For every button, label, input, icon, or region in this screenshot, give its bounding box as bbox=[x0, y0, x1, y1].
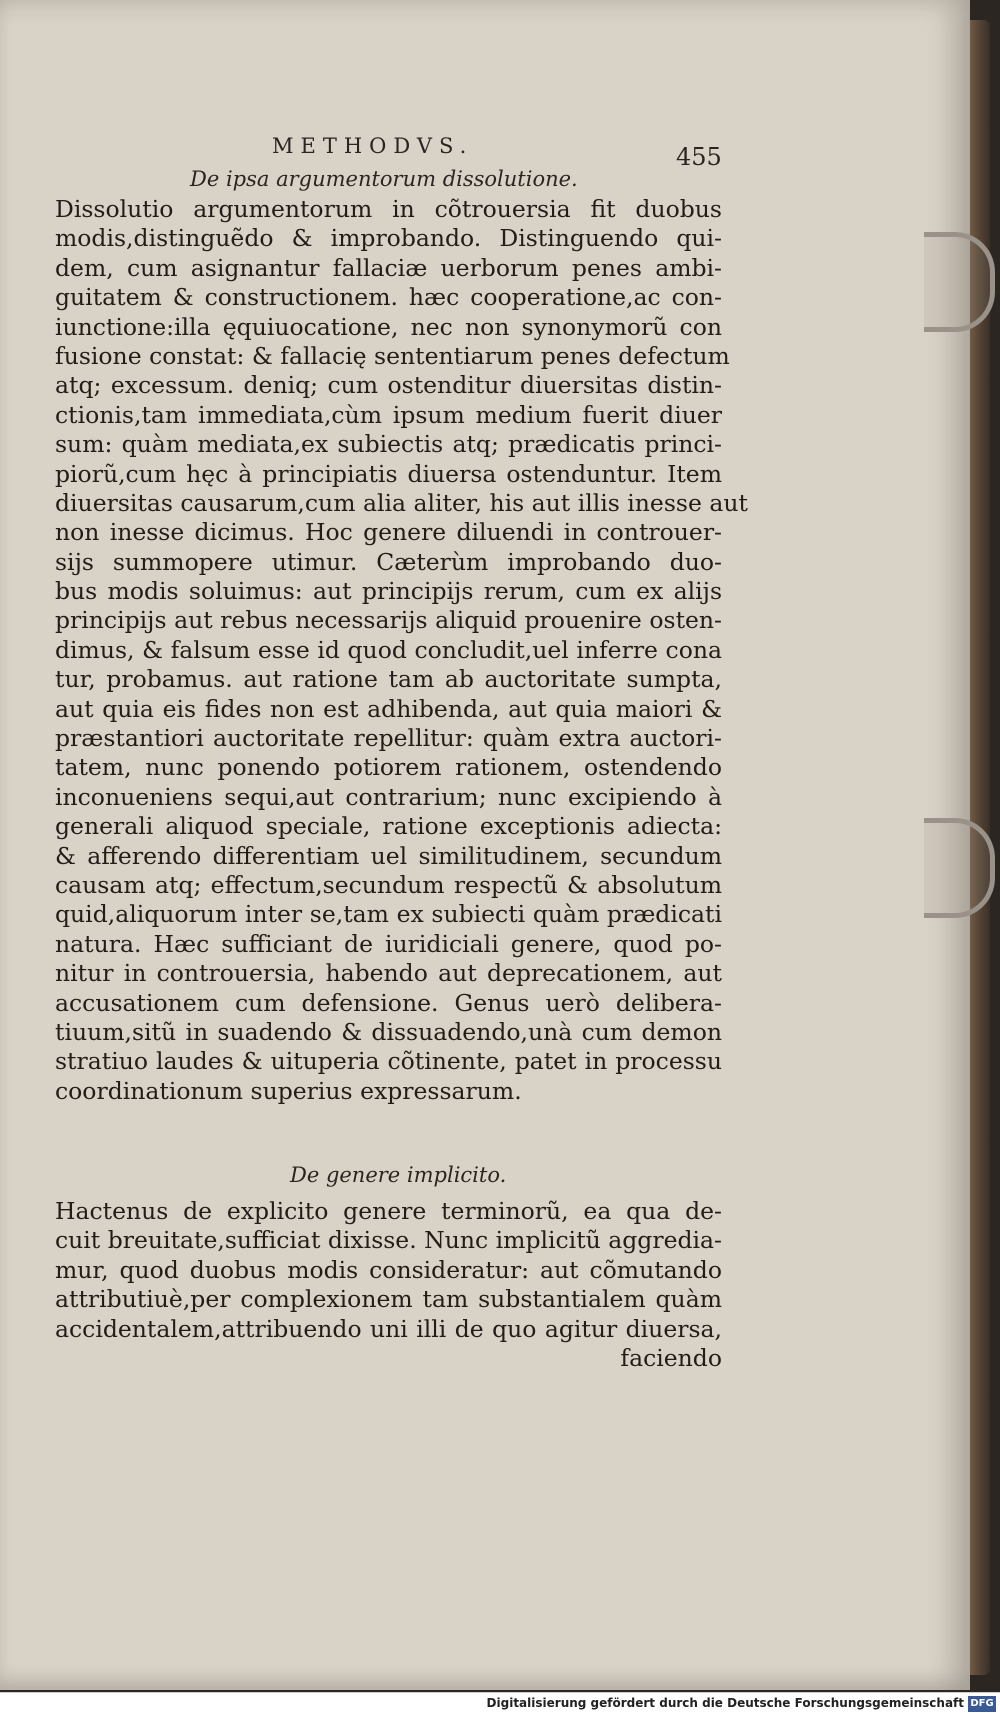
text-line: Dissolutio argumentorum in cõtrouersia fit duobus bbox=[55, 195, 722, 223]
text-line: fusione constat: & fallacię sententiarum penes defectum bbox=[55, 341, 730, 370]
text-line: natura. Hæc sufficiant de iuridiciali genere, quod po- bbox=[55, 929, 722, 958]
text-line: tur, probamus. aut ratione tam ab auctoritate sumpta, bbox=[55, 665, 722, 694]
text-line: causam atq; effectum,secundum respectũ & absolutum bbox=[55, 870, 722, 899]
text-line: tiuum,sitũ in suadendo & dissuadendo,unà cum demon bbox=[55, 1017, 722, 1046]
text-line: quid,aliquorum inter se,tam ex subiecti quàm prædicati bbox=[55, 900, 722, 929]
text-line: coordinationum superius expressarum. bbox=[55, 1076, 522, 1105]
section-title-implicit: De genere implicito. bbox=[290, 1163, 507, 1187]
footer-bar bbox=[0, 1692, 1000, 1716]
text-line: generali aliquod speciale, ratione exceptionis adiecta: bbox=[55, 812, 722, 841]
text-line: stratiuo laudes & uituperia cõtinente, patet in processu bbox=[55, 1047, 722, 1076]
text-line: tatem, nunc ponendo potiorem rationem, ostendendo bbox=[55, 753, 722, 782]
section-title: De ipsa argumentorum dissolutione. bbox=[190, 167, 578, 191]
text-line: nitur in controuersia, habendo aut deprecationem, aut bbox=[55, 959, 722, 988]
catchword: faciendo bbox=[620, 1343, 722, 1372]
running-head: METHODVS. bbox=[272, 134, 474, 158]
paragraph-dissolution bbox=[55, 195, 748, 1106]
text-line: cuit breuitate,sufficiat dixisse. Nunc implicitũ aggredia- bbox=[55, 1226, 722, 1255]
text-line: principijs aut rebus necessarijs aliquid prouenire osten- bbox=[55, 606, 722, 635]
page-clip-bottom bbox=[924, 818, 995, 918]
text-line: attributiuè,per complexionem tam substantialem quàm bbox=[55, 1285, 722, 1314]
text-line: dem, cum asignantur fallaciæ uerborum penes ambi- bbox=[55, 253, 722, 282]
funding-credit: Digitalisierung gefördert durch die Deutsche Forschungsgemeinschaft bbox=[486, 1696, 964, 1710]
text-line: & afferendo differentiam uel similitudinem, secundum bbox=[55, 841, 722, 870]
text-line: ctionis,tam immediata,cùm ipsum medium fuerit diuer bbox=[55, 400, 722, 429]
text-line: bus modis soluimus: aut principijs rerum, cum ex alijs bbox=[55, 577, 722, 606]
text-line: piorũ,cum hęc à principiatis diuersa ostenduntur. Item bbox=[55, 459, 722, 488]
dfg-logo: DFG bbox=[968, 1696, 996, 1712]
text-line: Hactenus de explicito genere terminorũ, ea qua de- bbox=[55, 1197, 722, 1225]
text-line: diuersitas causarum,cum alia aliter, his aut illis inesse aut bbox=[55, 488, 748, 517]
text-line: modis,distinguẽdo & improbando. Distinguendo qui- bbox=[55, 224, 722, 253]
text-line: sijs summopere utimur. Cæterùm improbando duo- bbox=[55, 547, 722, 576]
paragraph-implicit bbox=[55, 1197, 722, 1373]
page-number: 455 bbox=[676, 143, 722, 171]
text-line: inconueniens sequi,aut contrarium; nunc excipiendo à bbox=[55, 782, 722, 811]
text-line: sum: quàm mediata,ex subiectis atq; prædicatis princi- bbox=[55, 430, 722, 459]
text-line: accidentalem,attribuendo uni illi de quo agitur diuersa, bbox=[55, 1314, 722, 1343]
text-line: guitatem & constructionem. hæc cooperatione,ac con- bbox=[55, 283, 722, 312]
text-line: atq; excessum. deniq; cum ostenditur diuersitas distin- bbox=[55, 371, 722, 400]
text-line: aut quia eis fides non est adhibenda, aut quia maiori & bbox=[55, 694, 722, 723]
text-line: dimus, & falsum esse id quod concludit,uel inferre cona bbox=[55, 635, 722, 664]
text-line: præstantiori auctoritate repellitur: quàm extra auctori- bbox=[55, 724, 722, 753]
text-line: non inesse dicimus. Hoc genere diluendi in controuer- bbox=[55, 518, 722, 547]
text-line: mur, quod duobus modis consideratur: aut cõmutando bbox=[55, 1255, 722, 1284]
text-line: accusationem cum defensione. Genus uerò delibera- bbox=[55, 988, 722, 1017]
page-clip-top bbox=[924, 232, 995, 332]
text-line: iunctione:illa ęquiuocatione, nec non synonymorũ con bbox=[55, 312, 722, 341]
